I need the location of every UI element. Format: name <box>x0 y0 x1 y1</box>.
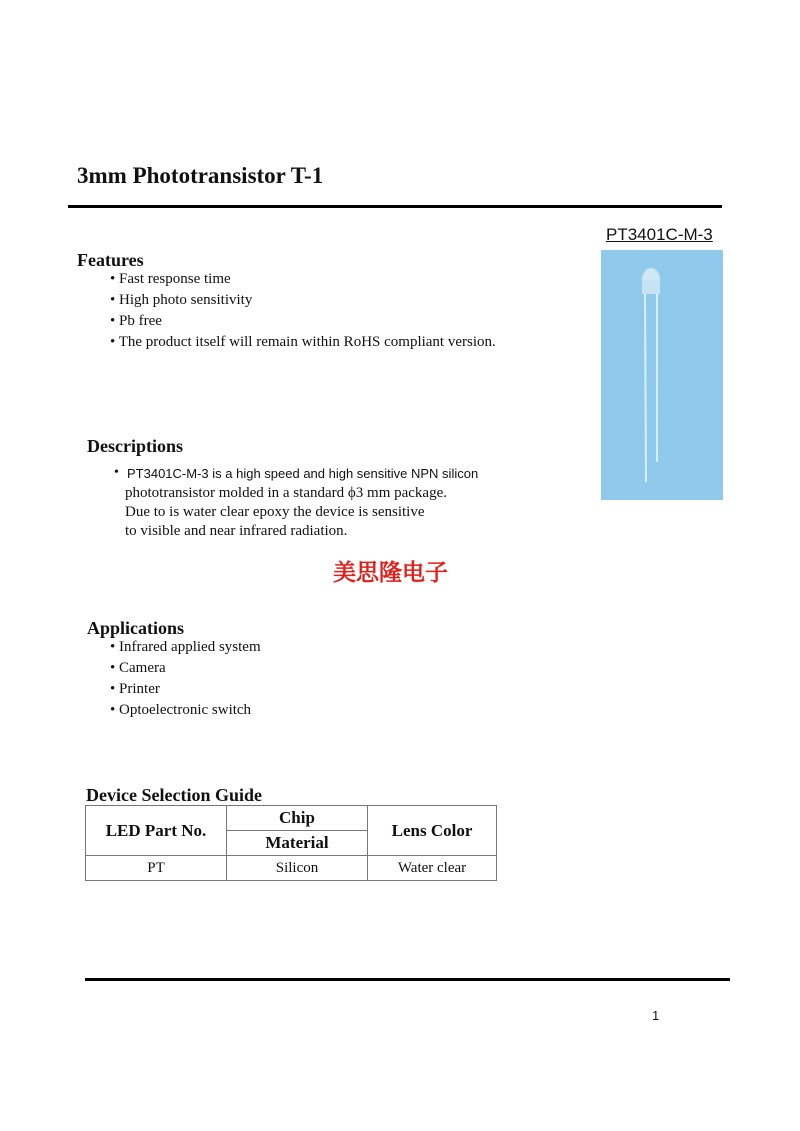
header-material: Material <box>227 831 368 856</box>
cell-material: Silicon <box>227 856 368 881</box>
feature-item: • Fast response time <box>110 271 231 288</box>
application-item: • Printer <box>110 681 160 698</box>
device-selection-table <box>85 805 497 881</box>
product-photo <box>601 250 723 500</box>
page-title: 3mm Phototransistor T-1 <box>77 163 324 188</box>
description-line: PT3401C-M-3 is a high speed and high sensitive NPN silicon <box>127 466 479 481</box>
features-heading: Features <box>77 250 144 270</box>
header-lens: Lens Color <box>368 806 497 856</box>
cell-lens: Water clear <box>368 856 497 881</box>
feature-item: • High photo sensitivity <box>110 292 252 309</box>
application-item: • Camera <box>110 660 166 677</box>
top-divider <box>68 205 722 208</box>
table-row <box>86 856 497 881</box>
description-line: to visible and near infrared radiation. <box>125 523 348 539</box>
description-bullet: • <box>114 465 119 480</box>
application-item: • Infrared applied system <box>110 639 261 656</box>
phototransistor-image <box>601 250 723 500</box>
cell-part: PT <box>86 856 227 881</box>
descriptions-heading: Descriptions <box>87 436 183 456</box>
feature-item: • The product itself will remain within RoHS compliant version. <box>110 334 496 351</box>
bottom-divider <box>85 978 730 981</box>
header-part: LED Part No. <box>86 806 227 856</box>
page-number: 1 <box>652 1008 660 1023</box>
watermark-text: 美思隆电子 <box>333 560 448 586</box>
description-line: Due to is water clear epoxy the device is sensitive <box>125 504 425 520</box>
part-number: PT3401C-M-3 <box>606 225 713 244</box>
description-line: phototransistor molded in a standard ϕ3 mm package. <box>125 485 447 501</box>
application-item: • Optoelectronic switch <box>110 702 251 719</box>
header-chip: Chip <box>227 806 368 831</box>
feature-item: • Pb free <box>110 313 162 330</box>
applications-heading: Applications <box>87 618 185 638</box>
guide-heading: Device Selection Guide <box>86 785 262 805</box>
